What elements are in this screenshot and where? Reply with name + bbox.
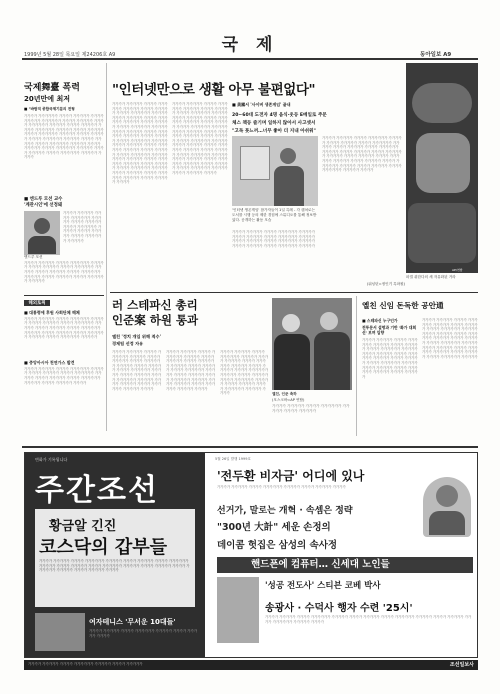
ad-left-foot-title: 여자테니스 '무서운 10대들' [89,618,176,626]
story2-body-col1: 가가가가 가가가가가 가가가가 가가가가가가 가가가가가 가가가가 가가가가가 가가가가 가가가가가가 가가가가가 가가가가 가가가가가 가가가가 가가가가가가 가가가가가 가가가가 가가가가가 가가가가 가가가가가가 가가가가가 가가가가 가가가가가 가가가가 가가가가가가 가가가가가 가가가가 [112,350,162,391]
brief3-title: ■ 대통령에 후원 사회단체 해체 [24,309,80,315]
main-byline: (워싱턴=정인기 특파원) [366,282,405,286]
ad-left-headline: 코스닥의 갑부들 [39,537,167,558]
main-kicker-block [232,102,402,134]
brief1-subtitle: 20년만에 최저 [24,95,70,103]
monitor-shape [240,146,270,180]
mid-rule [110,292,478,293]
story2-body-col2: 가가가가 가가가가가 가가가가 가가가가가가 가가가가가 가가가가 가가가가가 가가가가 가가가가가가 가가가가가 가가가가 가가가가가 가가가가 가가가가가가 가가가가가 가가가가 가가가가가 가가가가 가가가가가가 가가가가가 가가가가 가가가가가 가가가가 가가가가가가 가가가가가 가가가가 [166,350,216,391]
ad-right-sub2: "300년 大計" 세운 손정의 [217,522,331,533]
portrait-head [34,218,50,234]
main-body-col2: 가가가가 가가가가가 가가가가 가가가가가가 가가가가가 가가가가 가가가가가 가가가가 가가가가가가 가가가가가 가가가가 가가가가가 가가가가 가가가가가가 가가가가가 가가가가 가가가가가 가가가가 가가가가가가 가가가가가 가가가가 가가가가가 가가가가 가가가가가가 가가가가가 가가가가 가가가가가 가가가가 가가가가가가 가가가가가 가가가가 가가가가가 가가가가 가가가가가가 가가가가가 가가가가 가가가가가 가가가가 가가가가가가 가가가가가 가가가가 가가가가가 가가가가 가가가가가가 가가가가가 가가가가 가가가가가 가가가가 가가가가가가 가가가가가 가가가가 가가가가가 가가가가 [172,102,228,175]
ad-brand: 주간조선 [35,473,159,508]
crowd-caption: 파멸 취한다의 새 자유화된 거라 [406,275,456,279]
main-kicker: ■ 美國서 '사이버 생존게임' 끝내 [232,102,291,107]
ad-right-sub1: 선거가, 말로는 개혁 · 속셈은 정략 [217,506,353,516]
ad-publisher: 조선일보사 [449,662,474,668]
ad-cover-box [35,509,195,607]
story2-photo [272,298,352,390]
left-col-rule [106,63,107,431]
ad-tennis-photo [35,613,85,651]
ad-issue: 5월 26일 발행 1999호 [215,457,251,461]
brief2-body-b: 가가가가 가가가가가 가가가가 가가가가가가 가가가가가 가가가가 가가가가가 가가가가 가가가가가가 가가가가가 가가가가 가가가가가 가가가가 가가가가가가 가가가가가 가가가가 가가가가가 가가가가 가가가가가가 가가가가가 [24,260,104,284]
brief2-title: ■ 엔드루 모션 교수 [24,197,63,202]
story3-body-col1: 가가가가 가가가가가 가가가가 가가가가가가 가가가가가 가가가가 가가가가가 가가가가 가가가가가가 가가가가가 가가가가 가가가가가 가가가가 가가가가가가 가가가가가 가가가가 가가가가가 가가가가 가가가가가가 가가가가가 가가가가 가가가가가 가가가가 가가가가가가 가가가가가 가가가가 가가가가가 [362,338,418,379]
brief1-body: 가가가가 가가가가가가 가가가가 가가가가가 가가가가 가가가가가 가가가가가가 가가가가 가가가가가 가가가가 가가가가가가 가가가가가 가가가가 가가가가가 가가가가 가가가가가가 가가가가가 가가가가 가가가가가 가가가가 가가가가가가 가가가가가 가가가가 가가가가가 가가가가 가가가가가가 가가가가가 가가가가 가가가가가 가가가가 가가가가가가 가가가가가 가가가가 가가가가가 가가가가 가가가가가가 가가가가가 가가가가 가가가가가 가가가가 가가가가가가 가가가가가 가가가가 [24,114,104,160]
handshake-head-2 [320,312,338,330]
brief2-body-a: 가가가가 가가가가가 가가가가 가가가가가가 가가가가가 가가가가 가가가가가 가가가가 가가가가가가 가가가가가 가가가가 가가가가가 가가가가 가가가가가가 가가가가가 [63,211,102,243]
brief1-lead: ■ "바람직 종합국제기분의 전형 [24,107,75,111]
ad-portrait-body [429,511,465,535]
story2-headline-2: 인준案 하원 통과 [112,313,199,327]
main-body-col4: 가가가가 가가가가가 가가가가 가가가가가가 가가가가가 가가가가 가가가가가 가가가가 가가가가가가 가가가가가 가가가가 가가가가가 가가가가 가가가가가가 가가가가가 가가가가 가가가가가 가가가가 가가가가가가 가가가가가 [232,230,315,248]
ad-portrait [423,477,471,537]
portrait-caption: 엔드루 모션 [24,255,43,259]
story2-photo-caption: 옐친, 인준 축하 [272,392,297,396]
story2-body-col3: 가가가가 가가가가가 가가가가 가가가가가가 가가가가가 가가가가 가가가가가 가가가가 가가가가가가 가가가가가 가가가가 가가가가가 가가가가 가가가가가가 가가가가가 가가가가 가가가가가 가가가가 가가가가가가 가가가가가 가가가가 가가가가가 가가가가 가가가가가가 가가가가가 가가가가 [220,350,268,396]
weekly-chosun-ad [24,452,478,658]
dateline: 1999년 5월 28일 목요일 제24206호 A9 [24,52,116,58]
portrait-shoulders [28,236,56,254]
story2-photo-text: 가가가가 가가가가가 가가가가 가가가가가가 가가가가가 가가가가 가가가가가 [272,404,350,413]
crowd-photo [406,63,478,273]
ad-highlight-bar [217,557,473,573]
section-title: 국 제 [221,35,279,55]
handshake-body-1 [274,334,310,390]
ad-right-body2: 가가가가 가가가가가 가가가가 가가가가가가 가가가가가 가가가가 가가가가가 가가가가 가가가가가가 가가가가가 가가가가 가가가가가 가가가가 가가가가가가 가가가가가 가가가가 [265,615,472,624]
story2-sub2: 경제팀 선정 자유 [112,341,144,346]
ad-top-rule [22,446,478,448]
left-column [24,63,104,433]
main-photo [232,136,318,206]
handshake-head-1 [282,314,300,332]
ad-monk-photo [217,577,259,643]
ad-bottom-bar [24,660,478,670]
story3-body-col2: 가가가가 가가가가가 가가가가 가가가가가가 가가가가가 가가가가 가가가가가 가가가가 가가가가가가 가가가가가 가가가가 가가가가가 가가가가 가가가가가가 가가가가가 가가가가 가가가가가 가가가가 가가가가가가 가가가가가 가가가가 가가가가가 가가가가 가가가가가가 가가가가가 가가가가 가가가가가 가가가가 가가가가가가 가가가가가 [422,318,478,359]
newspaper-name: 동아일보 A9 [420,52,452,58]
main-body-col3: 가가가가 가가가가가 가가가가 가가가가가가 가가가가가 가가가가 가가가가가 가가가가 가가가가가가 가가가가가 가가가가 가가가가가 가가가가 가가가가가가 가가가가가 가가가가 가가가가가 가가가가 가가가가가가 가가가가가 가가가가 가가가가가 가가가가 가가가가가가 가가가가가 가가가가 가가가가가 가가가가 가가가가가가 가가가가가 가가가가 가가가가가 가가가가 가가가가가가 가가가가가 가가가가 [322,136,402,173]
ad-left-panel [25,453,205,657]
main-sub3: "고독 못느꺼…너무 좋아 더 지내 아쉬워" [232,129,316,134]
ad-bottom-text: 가가가가 가가가가가 가가가가 가가가가가가 가가가가가 가가가가 가가가가가 [28,662,143,666]
left-divider [24,295,104,296]
handshake-body-2 [314,332,350,390]
ad-right-sub3: 데이콤 헛집은 삼성의 속사정 [217,540,338,551]
main-body-col1: 가가가가 가가가가가 가가가가 가가가가가가 가가가가가 가가가가 가가가가가 가가가가 가가가가가가 가가가가가 가가가가 가가가가가 가가가가 가가가가가가 가가가가가 가가가가 가가가가가 가가가가 가가가가가가 가가가가가 가가가가 가가가가가 가가가가 가가가가가가 가가가가가 가가가가 가가가가가 가가가가 가가가가가가 가가가가가 가가가가 가가가가가 가가가가 가가가가가가 가가가가가 가가가가 가가가가가 가가가가 가가가가가가 가가가가가 가가가가 가가가가가 가가가가 가가가가가가 가가가가가 가가가가 가가가가가 가가가가 가가가가가가 가가가가가 가가가가 가가가가가 가가가가 가가가가가가 가가가가가 가가가가 가가가가가 가가가가 [112,102,168,185]
brief4-body: 가가가가 가가가가가 가가가가 가가가가가가 가가가가가 가가가가 가가가가가 가가가가 가가가가가가 가가가가가 가가가가 가가가가가 가가가가 가가가가가가 가가가가가 가가가가 가가가가가 가가가가 [24,366,104,385]
story2-byline: (모스크바=AP 연합) [272,398,305,402]
story2-sub1: 옐친 '정치 개입 위해 적수' [112,334,161,339]
ad-left-foot-body: 가가가가 가가가가가 가가가가 가가가가가가 가가가가가 가가가가 가가가가가 가가가가 [89,629,198,638]
ad-brand-kicker: 변화가 기록됩니다 [35,457,68,462]
main-headline: "인터넷만으로 생활 아무 불편없다" [112,82,316,98]
ad-right-headline1: '전두환 비자금' 어디에 있나 [217,469,365,483]
brief1-title: 국제舞臺 폭력 [24,83,80,93]
masthead-rule [22,58,478,60]
story2-headline-1: 러 스테파신 총리 [112,298,198,312]
crowd-shape-3 [408,203,476,263]
crowd-credit: AP/연합 [452,268,463,272]
person-body [274,166,304,206]
brief4-title: ■ 중앙아시아 천연가스 발견 [24,359,75,365]
ad-right-body1: 가가가가 가가가가가 가가가가 가가가가가가 가가가가가 가가가가 가가가가가 가가가가 [217,485,346,489]
story3-sub: 전투문서 설명과 기반 '화가 대회선' 보며 입향 [362,325,417,335]
portrait-photo [24,211,60,255]
ad-right-sub5: '성공 전도사' 스티븐 코베 박사 [265,581,381,591]
story3-rule [356,296,357,436]
ad-right-sub6: 송광사 · 수덕사 행자 수련 '25시' [265,603,413,614]
ad-right-sub4: 핸드폰에 컴퓨터… 신세대 노인들 [251,559,390,570]
crowd-shape-1 [412,83,472,123]
brief2-subtitle: '계관시인'에 선정돼 [24,203,63,208]
crowd-shape-2 [416,133,470,193]
main-sub1: 20~60대 도전자 4명 음식·옷등 E메일로 주문 [232,113,327,118]
ad-left-kicker: 황금알 긴진 [49,519,117,534]
brief3-body: 가가가가 가가가가가 가가가가 가가가가가가 가가가가가 가가가가 가가가가가 가가가가 가가가가가가 가가가가가 가가가가 가가가가가 가가가가 가가가가가가 가가가가가 가가가가 가가가가가 가가가가 가가가가가가 가가가가가 가가가가 가가가가가가 가가가가가 [24,316,104,340]
story3-headline: 옐친 신임 돈독한 공안通 [362,301,444,310]
ad-portrait-head [436,485,458,507]
story3-kicker: ■ 스테파신 누구인가 [362,318,398,323]
person-head [280,148,296,164]
topics-label: 해외토픽 [24,300,50,306]
main-photo-caption: '인터넷 생존게임' 참가자들이 1일 특례 - 각 캡처로는 도서를 시행 등의 제한 경험에 스튜디오를 통해 정보받았다. 공개하는 활동 모습 [232,208,317,222]
main-sub2: 체스 책등 즐기며 일하지 않아서 사고셋서 [232,121,316,126]
ad-left-body: 가가가가 가가가가가 가가가가 가가가가가가 가가가가가 가가가가 가가가가가 가가가가 가가가가가가 가가가가가 가가가가 가가가가가 가가가가 가가가가가가 가가가가가 가가가가 가가가가가 가가가가 가가가가가가 가가가가가 가가가가 가가가가가 가가가가 [39,559,190,573]
